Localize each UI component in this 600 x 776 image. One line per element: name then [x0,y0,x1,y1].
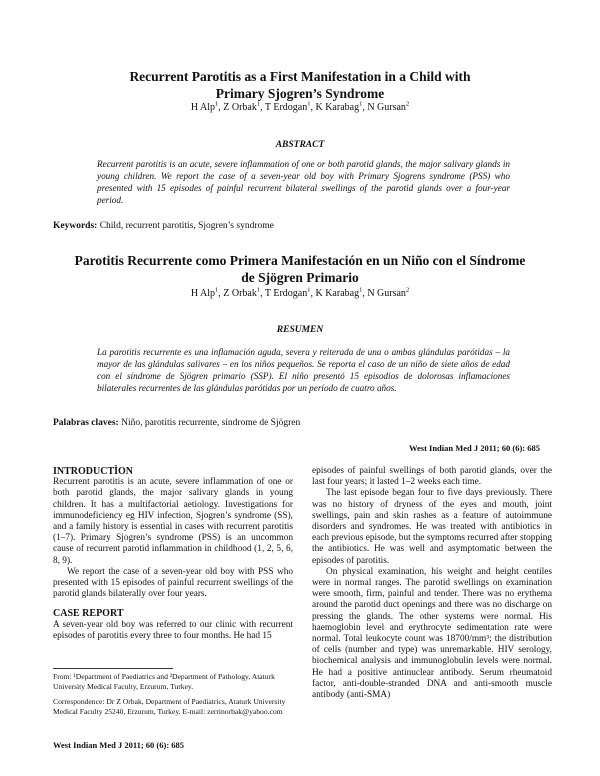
author: T Erdogan$^1$ [264,100,311,113]
spanish-title-line-2: de Sjögren Primario [241,270,359,285]
footnote-divider [53,668,173,669]
correspondence-note: Correspondence: Dr Z Orbak, Department of Paediatrics, Ataturk University Medical Faculty 25240, Erzurum, Turkey. E-mail: zerrinorbak@yahoo.com [53,697,286,716]
article-title [60,68,540,102]
body-left-column [53,466,293,642]
abstract-text: Recurrent parotitis is an acute, severe inflammation of one or both parotid glands, the major salivary glands in young children. We report the case of a seven-year old boy with Primary Sjogrens syndrome (PSS) who presented with 15 episodes of painful recurrent bilateral swellings of the parotid glands over a four-year period. [97,159,510,205]
case-report-heading: CASE REPORT [53,608,124,620]
footnotes [53,672,293,716]
abstract-heading: ABSTRACT [275,140,325,150]
body-right-column [312,466,552,701]
author: Z Orbak$^1$ [223,100,261,113]
intro-paragraph: We report the case of a seven-year old boy with PSS who presented with 15 episodes of painful recurrent swellings of the parotid glands bilaterally over four years. [53,566,293,600]
keywords-label: Keywords: [53,221,98,231]
resumen-text: La parotitis recurrente es una inflamación aguda, severa y reiterada de una o ambas glándulas parótidas – la mayor de las glándulas salivares – en los niños pequeños. Se reporta el caso de un niño de siete años de edad con el síndrome de Sjögren primario (SSP). El niño presentó 15 episodios de dolorosas inflamaciones bilaterales recurrentes de las glándulas parótidas por un período de cuatro años. [97,347,510,393]
author: K Karabag$^1$ [315,286,363,299]
keywords [53,221,553,231]
title-line-1: Recurrent Parotitis as a First Manifestation in a Child with [129,69,471,84]
introduction-heading: INTRODUCTİON [53,466,134,477]
affiliation-note: From: ¹Department of Paediatrics and ²Department of Pathology, Ataturk University Medical Faculty, Erzurum, Turkey. [53,672,275,691]
author: Z Orbak$^1$ [223,286,261,299]
page-footer: West Indian Med J 2011; 60 (6): 685 [53,740,185,750]
author: T Erdogan$^1$ [264,286,311,299]
intro-paragraph: Recurrent parotitis is an acute, severe inflammation of one or both parotid glands, the major salivary glands in young children. It has a multifactorial aetiology. Investigations for immunodeficiency eg HIV infection, Sjogren’s syndrome (SS), and a family history is essential in cases with recurrent parotitis (1–7). Primary Sjogren’s syndrome (PSS) is an uncommon cause of recurrent parotid inflammation in childhood (1, 2, 5, 6, 8, 9). [53,477,293,566]
title-line-2: Primary Sjogren’s Syndrome [215,86,385,101]
author: H Alp$^1$ [190,286,219,299]
author: N Gursan$^2$ [367,100,410,113]
palabras-claves-label: Palabras claves: [53,418,119,428]
resumen-heading: RESUMEN [276,325,324,335]
spanish-title [60,252,540,286]
author: H Alp$^1$ [190,100,219,113]
keywords-text: Child, recurrent parotitis, Sjogren’s syndrome [99,221,274,231]
case-paragraph: On physical examination, his weight and height centiles were in normal ranges. The parotid swellings on examination were smooth, firm, painful and tender. There was no erythema around the parotid duct openings and there was no discharge on pressing the glands. The other systems were normal. His haemoglobin level and erythrocyte sedimentation rate were normal. Total leukocyte count was 18700/mm³; the distribution of cells (number and type) was unremarkable. HIV serology, biochemical analysis and immunoglobulin levels were normal. He had a positive antinuclear antibody. Serum rheumatoid factor, anti-double-stranded DNA and anti-smooth muscle antibody (anti-SMA) [312,566,552,701]
case-paragraph: episodes of painful swellings of both parotid glands, over the last four years; it lasted 1–2 weeks each time. [312,466,552,488]
palabras-claves-text: Niño, parotitis recurrente, síndrome de Sjögren [121,418,301,428]
palabras-claves [53,418,553,428]
case-paragraph: The last episode began four to five days previously. There was no history of dryness of the eyes and mouth, joint swellings, pain and skin rashes as a feature of autoimmune disorders and syndromes. He was treated with antibiotics in each previous episode, but the symptoms recurred after stopping the antibiotics. He was well and asymptomatic between the episodes of parotitis. [312,488,552,566]
author-list-spanish: H Alp$^1$, Z Orbak$^1$, T Erdogan$^1$, K Karabag$^1$, N Gursan$^2$ [190,286,410,299]
journal-reference: West Indian Med J 2011; 60 (6): 685 [408,443,540,453]
author: N Gursan$^2$ [367,286,410,299]
case-paragraph: A seven-year old boy was referred to our clinic with recurrent episodes of parotitis every three to four months. He had 15 [53,619,293,641]
author: K Karabag$^1$ [315,100,363,113]
spanish-title-line-1: Parotitis Recurrente como Primera Manifestación en un Niño con el Síndrome [74,253,526,268]
author-list: H Alp$^1$, Z Orbak$^1$, T Erdogan$^1$, K Karabag$^1$, N Gursan$^2$ [190,100,410,113]
